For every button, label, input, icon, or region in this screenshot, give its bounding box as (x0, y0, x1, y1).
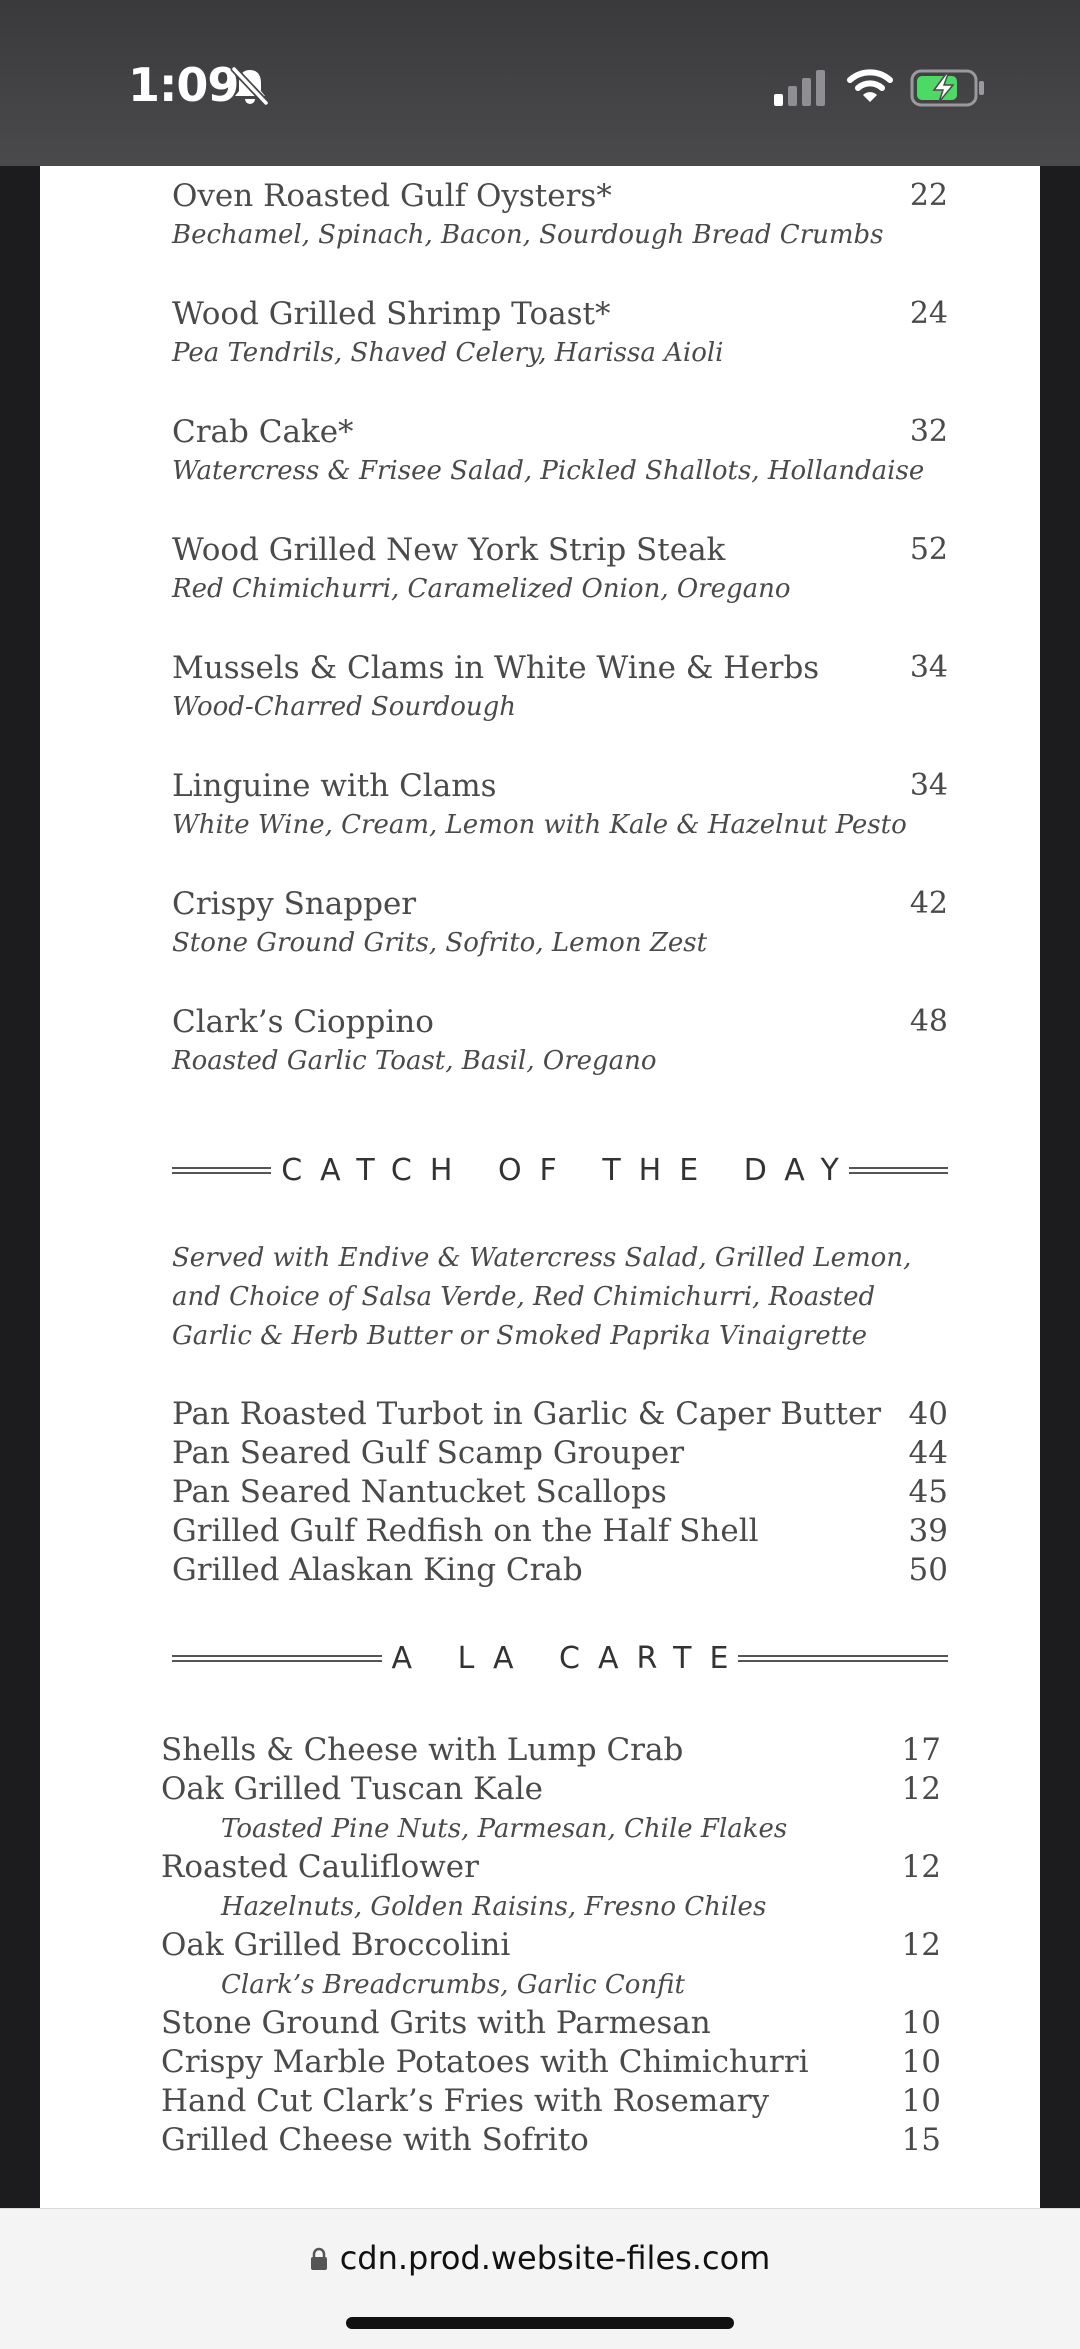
dish-name: Oven Roasted Gulf Oysters* (172, 178, 612, 214)
dish-description: Red Chimichurri, Caramelized Onion, Oregano (172, 574, 791, 604)
menu-item (172, 532, 948, 622)
list-item (161, 2005, 941, 2044)
list-item (172, 1396, 948, 1435)
dish-description: Pea Tendrils, Shaved Celery, Harissa Aioli (172, 338, 724, 368)
item-price: 17 (901, 1732, 941, 1768)
dish-price: 52 (909, 532, 948, 567)
browser-url-bar[interactable] (0, 2208, 1080, 2349)
item-price: 50 (908, 1552, 948, 1588)
item-description: Hazelnuts, Golden Raisins, Fresno Chiles (221, 1892, 767, 1922)
dish-description: White Wine, Cream, Lemon with Kale & Hazelnut Pesto (172, 810, 907, 840)
list-item (172, 1435, 948, 1474)
item-price: 10 (901, 2083, 941, 2119)
catch-description: Served with Endive & Watercress Salad, Grilled Lemon, and Choice of Salsa Verde, Red Chimichurri, Roasted Garlic & Herb Butter or Smoked Paprika Vinaigrette (172, 1243, 912, 1351)
item-price: 10 (901, 2044, 941, 2080)
item-name: Shells & Cheese with Lump Crab (161, 1732, 684, 1768)
dish-price: 22 (909, 178, 948, 213)
item-price: 10 (901, 2005, 941, 2041)
dish-price: 48 (909, 1004, 948, 1039)
item-price: 39 (908, 1513, 948, 1549)
status-time: 1:09 (128, 58, 239, 112)
item-name: Pan Seared Gulf Scamp Grouper (172, 1435, 685, 1471)
menu-item (172, 1004, 948, 1094)
dish-name: Wood Grilled New York Strip Steak (172, 532, 726, 568)
item-name: Pan Seared Nantucket Scallops (172, 1474, 667, 1510)
dish-price: 42 (909, 886, 948, 921)
item-name: Stone Ground Grits with Parmesan (161, 2005, 711, 2041)
dish-name: Clark’s Cioppino (172, 1004, 434, 1040)
item-price: 12 (901, 1771, 941, 1807)
heading-rule (849, 1167, 948, 1174)
item-description: Toasted Pine Nuts, Parmesan, Chile Flakes (221, 1814, 788, 1844)
list-item (172, 1513, 948, 1552)
heading-rule (738, 1655, 948, 1662)
url-display[interactable] (0, 2239, 1080, 2277)
item-name: Oak Grilled Tuscan Kale (161, 1771, 544, 1807)
dish-name: Wood Grilled Shrimp Toast* (172, 296, 611, 332)
dish-price: 32 (909, 414, 948, 449)
item-price: 40 (908, 1396, 948, 1432)
item-name: Grilled Cheese with Sofrito (161, 2122, 589, 2158)
status-bar (0, 0, 1080, 166)
cellular-signal-icon (774, 70, 826, 108)
home-indicator[interactable] (346, 2317, 734, 2329)
list-item (172, 1552, 948, 1591)
dish-price: 24 (909, 296, 948, 331)
list-item (172, 1474, 948, 1513)
dish-name: Crispy Snapper (172, 886, 417, 922)
battery-charging-icon (910, 68, 986, 108)
section-title: CATCH OF THE DAY (281, 1152, 857, 1188)
item-price: 44 (908, 1435, 948, 1471)
heading-rule (172, 1655, 382, 1662)
a-la-carte-list (161, 1732, 941, 2161)
list-item (161, 2044, 941, 2083)
bell-slash-icon (228, 64, 272, 108)
list-item (161, 1732, 941, 1771)
dish-price: 34 (909, 650, 948, 685)
dish-description: Watercress & Frisee Salad, Pickled Shallots, Hollandaise (172, 456, 925, 486)
menu-item (172, 650, 948, 740)
a-la-carte-heading (172, 1640, 948, 1676)
dish-name: Mussels & Clams in White Wine & Herbs (172, 650, 820, 686)
dish-price: 34 (909, 768, 948, 803)
item-description: Clark’s Breadcrumbs, Garlic Confit (221, 1970, 685, 2000)
item-price: 12 (901, 1849, 941, 1885)
dish-description: Bechamel, Spinach, Bacon, Sourdough Bread Crumbs (172, 220, 884, 250)
item-price: 45 (908, 1474, 948, 1510)
catch-of-the-day-heading (172, 1152, 948, 1188)
dish-name: Linguine with Clams (172, 768, 497, 804)
catch-list (172, 1396, 948, 1591)
dish-description: Wood-Charred Sourdough (172, 692, 517, 722)
lock-icon (310, 2247, 328, 2271)
heading-rule (172, 1167, 271, 1174)
item-name: Grilled Alaskan King Crab (172, 1552, 583, 1588)
list-item (161, 2083, 941, 2122)
url-text[interactable]: cdn.prod.website-files.com (339, 2239, 771, 2277)
item-price: 15 (901, 2122, 941, 2158)
menu-page (40, 166, 1040, 2208)
item-name: Hand Cut Clark’s Fries with Rosemary (161, 2083, 770, 2119)
menu-item (172, 886, 948, 976)
item-price: 12 (901, 1927, 941, 1963)
item-name: Oak Grilled Broccolini (161, 1927, 511, 1963)
menu-item (172, 178, 948, 268)
wifi-icon (846, 66, 894, 106)
item-name: Crispy Marble Potatoes with Chimichurri (161, 2044, 809, 2080)
item-name: Roasted Cauliflower (161, 1849, 479, 1885)
list-item (161, 2122, 941, 2161)
list-item (161, 1849, 941, 1888)
dish-description: Stone Ground Grits, Sofrito, Lemon Zest (172, 928, 708, 958)
section-title: A LA CARTE (391, 1640, 747, 1676)
item-name: Pan Roasted Turbot in Garlic & Caper Butter (172, 1396, 882, 1432)
list-item (161, 1771, 941, 1810)
menu-item (172, 414, 948, 504)
item-name: Grilled Gulf Redfish on the Half Shell (172, 1513, 759, 1549)
dish-name: Crab Cake* (172, 414, 354, 450)
menu-item (172, 768, 948, 858)
menu-item (172, 296, 948, 386)
list-item (161, 1927, 941, 1966)
dish-description: Roasted Garlic Toast, Basil, Oregano (172, 1046, 657, 1076)
